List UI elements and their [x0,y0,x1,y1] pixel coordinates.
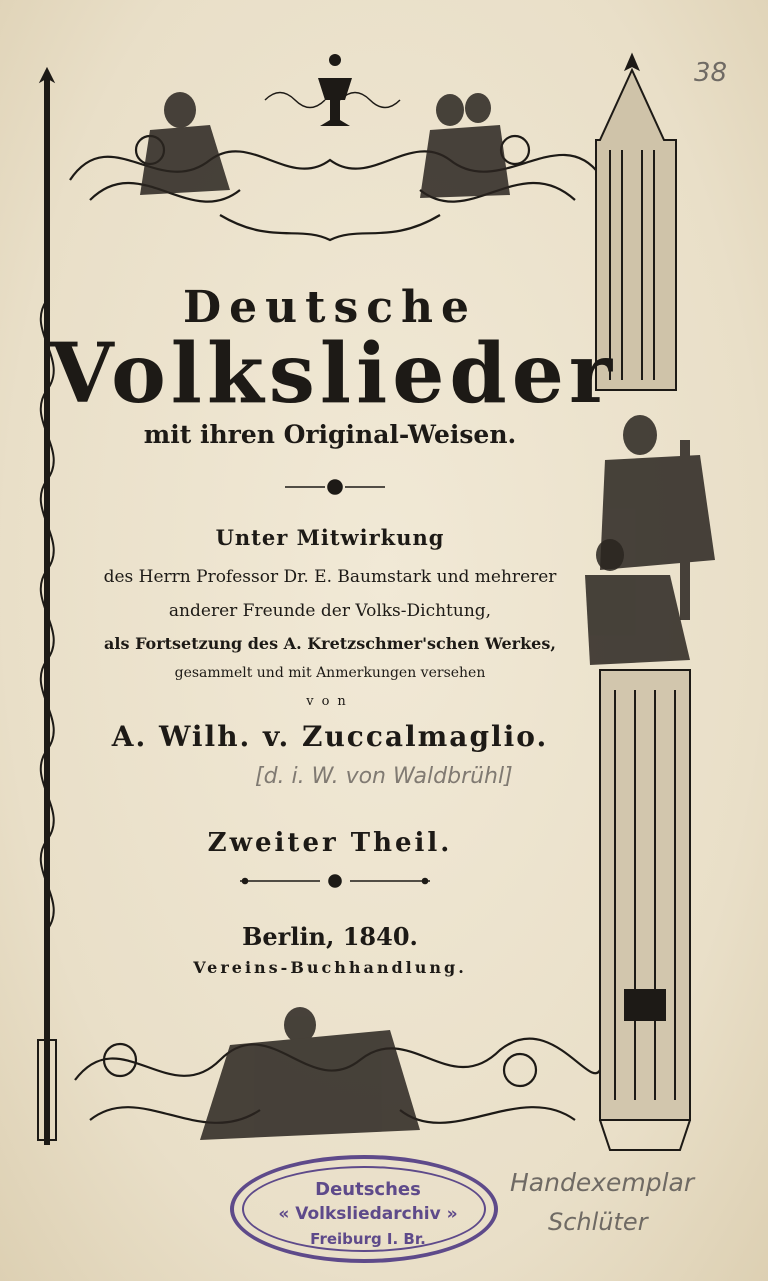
figure-king-left [140,92,230,195]
body-line-2: des Herrn Professor Dr. E. Baumstark und mehrerer [103,567,557,587]
place-year: Berlin, 1840. [242,922,418,951]
title-line-3: mit ihren Original-Weisen. [143,420,517,449]
body-line-1: Unter Mitwirkung [215,525,445,550]
figure-lovers-right [420,93,510,198]
stamp-line-1: Deutsches [315,1179,421,1200]
publisher: Vereins-Buchhandlung. [193,958,467,977]
chalice-ornament [318,54,352,126]
body-line-3: anderer Freunde der Volks-Dichtung, [168,601,492,621]
part-title: Zweiter Theil. [207,828,453,858]
body-line-5: gesammelt und mit Anmerkungen versehen [174,665,486,681]
title-line-2: Volkslieder [50,326,618,422]
margin-note-line-2: Schlüter [548,1208,648,1236]
margin-note-line-1: Handexemplar [510,1168,695,1197]
author-name: A. Wilh. v. Zuccalmaglio. [111,720,549,753]
divider-ornament-top [285,480,385,494]
stamp-line-3: Freiburg I. Br. [310,1230,426,1248]
body-line-6: von [306,694,354,709]
title-line-1: Deutsche [182,282,477,333]
left-staff-ornament [38,68,56,1145]
author-note-handwritten: [d. i. W. von Waldbrühl] [255,764,513,789]
divider-ornament-bottom [240,875,430,887]
body-line-4: als Fortsetzung des A. Kretzschmer'schen Werkes, [104,634,556,653]
archive-stamp [230,1155,498,1263]
figure-reclining [200,1007,420,1140]
stamp-line-2: « Volksliedarchiv » [278,1204,458,1224]
page-number-handwritten: 38 [694,58,728,88]
